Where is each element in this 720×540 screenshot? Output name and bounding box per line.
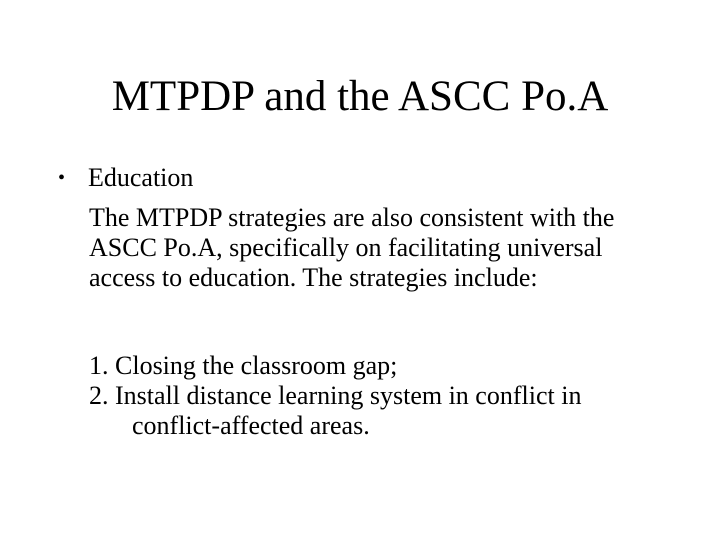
list-item-continuation: conflict-affected areas. <box>132 411 370 440</box>
description-paragraph <box>89 203 689 293</box>
bullet-label: Education <box>88 163 194 192</box>
bullet-item-education <box>58 163 193 193</box>
paragraph-line: access to education. The strategies include: <box>89 263 538 292</box>
list-item: 2. Install distance learning system in conflict in <box>89 381 582 410</box>
paragraph-line: The MTPDP strategies are also consistent with the <box>89 203 615 232</box>
bullet-dot-icon: • <box>58 167 66 189</box>
list-item: 1. Closing the classroom gap; <box>89 351 398 380</box>
paragraph-line: ASCC Po.A, specifically on facilitating universal <box>89 233 603 262</box>
strategy-list <box>89 351 699 441</box>
slide-title: MTPDP and the ASCC Po.A <box>111 73 609 120</box>
